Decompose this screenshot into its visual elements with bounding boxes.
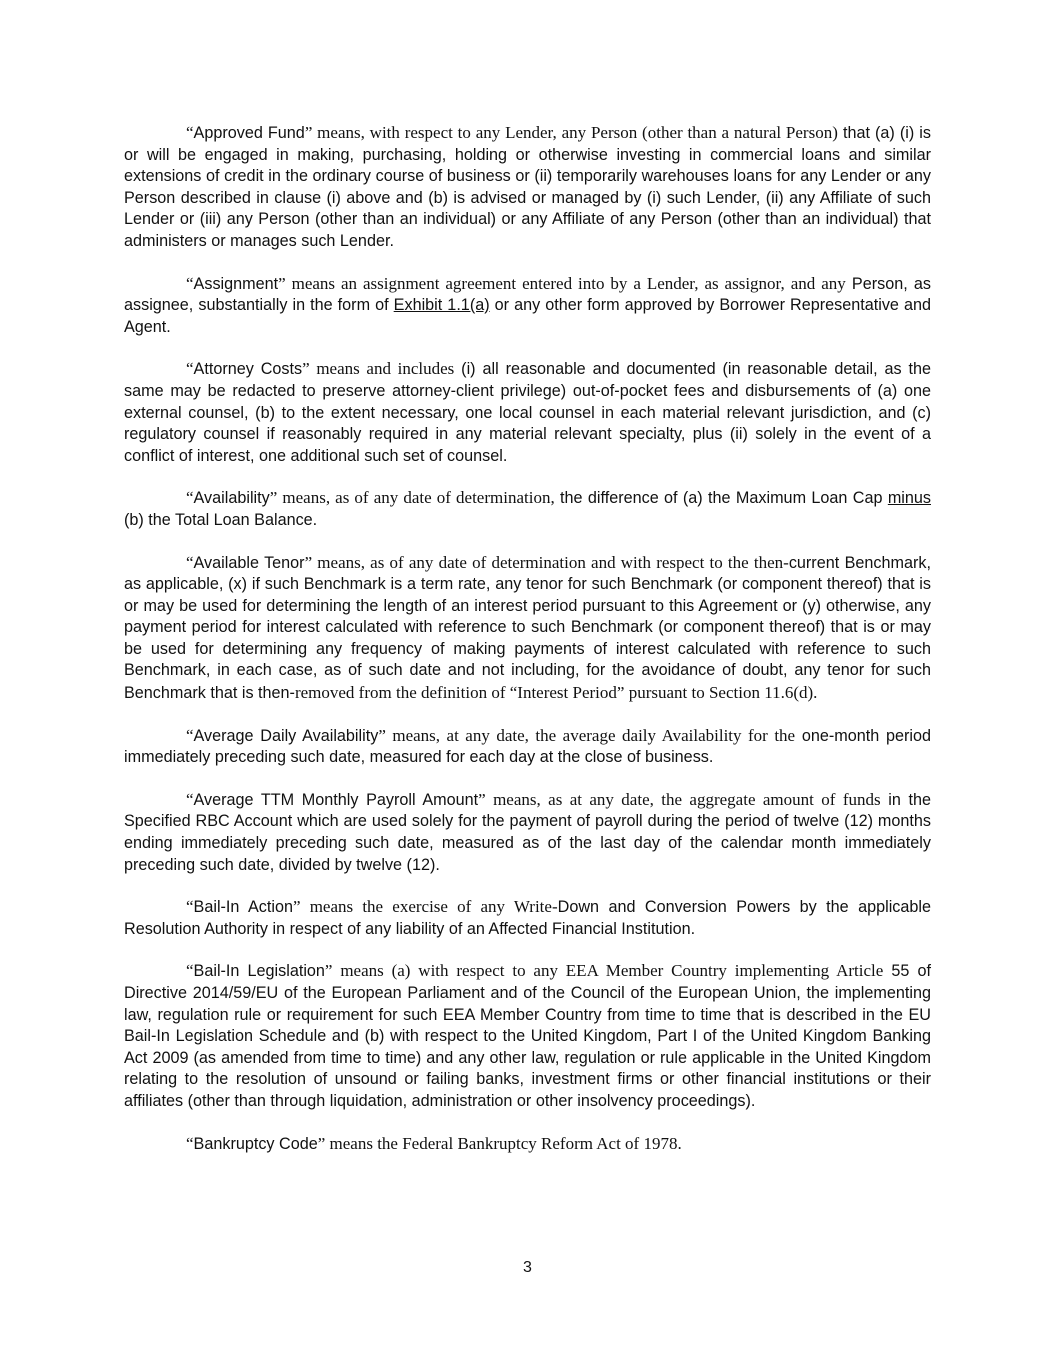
definition-lead: means, as of any date of determination, (277, 488, 555, 508)
definition-lead: means, as at any date, the aggregate amount of funds (485, 789, 881, 809)
definition-body: current Benchmark, as applicable, (x) if such Benchmark is a term rate, any tenor for such Benchmark (or component thereof) that is or may be used for determining the length of an interest period pursuant to this Agreement or (y) otherwise, any payment period for interest calculated with reference to such Benchmark (or component thereof) that is or may be used for determining any frequency of making payments of interest calculated with reference to such Benchmark, in each case, as of such date and not including, for the avoidance of doubt, any tenor for such Benchmark that is then- (124, 553, 931, 703)
definition-body: (i) all reasonable and documented (in reasonable detail, as the same may be redacted to preserve attorney-client privilege) out-of-pocket fees and disbursements of (a) one external counsel, (b) to the extent necessary, one local counsel in each material relevant jurisdiction, and (c) regulatory counsel if reasonably required in any material relevant specialty, plus (ii) solely in the event of a conflict of interest, one additional such set of counsel. (124, 360, 931, 465)
definition-lead: means (a) with respect to any EEA Member Country implementing Article (332, 961, 884, 981)
definition-body: 55 of Directive 2014/59/EU of the European Parliament and of the Council of the European Union, the implementing law, regulation rule or requirement for such EEA Member Country from time to time that is described in the EU Bail-In Legislation Schedule and (b) with respect to the United Kingdom, Part I of the United Kingdom Banking Act 2009 (as amended from time to time) and any other law, regulation or rule applicable in the United Kingdom relating to the resolution of unsound or failing banks, investment firms or other financial institutions or their affiliates (other than through liquidation, administration or other insolvency proceedings). (124, 962, 931, 1110)
defined-term: Attorney Costs (193, 360, 303, 379)
definition-average-daily-availability: “Average Daily Availability” means, at any date, the average daily Availability for the one-month period immediately preceding such date, measured for each day at the close of business. (124, 725, 931, 767)
definition-bail-in-legislation: “Bail-In Legislation” means (a) with respect to any EEA Member Country implementing Article 55 of Directive 2014/59/EU of the European Parliament and of the Council of the European Union, the implementing law, regulation rule or requirement for such EEA Member Country from time to time that is described in the EU Bail-In Legislation Schedule and (b) with respect to the United Kingdom, Part I of the United Kingdom Banking Act 2009 (as amended from time to time) and any other law, regulation or rule applicable in the United Kingdom relating to the resolution of unsound or failing banks, investment firms or other financial institutions or their affiliates (other than through liquidation, administration or other insolvency proceedings). (124, 961, 931, 1110)
definition-bankruptcy-code: “Bankruptcy Code” means the Federal Bankruptcy Reform Act of 1978. (186, 1133, 682, 1153)
definition-body: that (a) (i) is or will be engaged in making, purchasing, holding or otherwise investing in commercial loans and similar extensions of credit in the ordinary course of business or (ii) temporarily warehouses loans for any Lender or any Person described in clause (i) above and (b) is advised or managed by (i) such Lender, (ii) any Affiliate of such Lender or (iii) any Person (other than an individual) or any Affiliate of any Person (other than an individual) that administers or manages such Lender. (124, 124, 931, 250)
defined-term: Availability (193, 489, 270, 508)
definition-average-ttm-monthly-payroll-amount: “Average TTM Monthly Payroll Amount” means, as at any date, the aggregate amount of funds in the Specified RBC Account which are used solely for the payment of payroll during the period of twelve (12) months ending immediately preceding such date, measured as of the last day of the calendar month immediately preceding such date, divided by twelve (12). (124, 789, 931, 874)
definition-body: Person, as assignee, substantially in the form of (124, 274, 931, 315)
definition-lead: means, as of any date of determination and with respect to the then- (312, 552, 789, 572)
exhibit-reference: Exhibit 1.1(a) (393, 296, 490, 315)
definition-lead: means, at any date, the average daily Availability for the (385, 725, 796, 745)
definition-attorney-costs: “Attorney Costs” means and includes (i) all reasonable and documented (in reasonable detail, as the same may be redacted to preserve attorney-client privilege) out-of-pocket fees and disbursements of (a) one external counsel, (b) to the extent necessary, one local counsel in each material relevant jurisdiction, and (c) regulatory counsel if reasonably required in any material relevant specialty, plus (ii) solely in the event of a conflict of interest, one additional such set of counsel. (124, 359, 931, 465)
definition-lead: means the Federal Bankruptcy Reform Act of 1978. (325, 1133, 682, 1153)
defined-term: Bail-In Legislation (193, 962, 325, 981)
definition-available-tenor: “Available Tenor” means, as of any date of determination and with respect to the then-current Benchmark, as applicable, (x) if such Benchmark is a term rate, any tenor for such Benchmark (or component thereof) that is or may be used for determining the length of an interest period pursuant to this Agreement or (y) otherwise, any payment period for interest calculated with reference to such Benchmark (or component thereof) that is or may be used for determining any frequency of making payments of interest calculated with reference to such Benchmark, in each case, as of such date and not including, for the avoidance of doubt, any tenor for such Benchmark that is then-removed from the definition of “Interest Period” pursuant to Section 11.6(d). (124, 552, 931, 703)
definition-body: in the Specified RBC Account which are used solely for the payment of payroll during the period of twelve (12) months ending immediately preceding such date, measured as of the last day of the calendar month immediately preceding such date, divided by twelve (12). (124, 790, 931, 874)
definition-lead: means the exercise of any Write- (300, 897, 558, 917)
definition-body: one-month period immediately preceding such date, measured for each day at the close of business. (124, 726, 931, 767)
minus-emphasis: minus (887, 489, 931, 508)
definition-approved-fund: “Approved Fund” means, with respect to any Lender, any Person (other than a natural Person) that (a) (i) is or will be engaged in making, purchasing, holding or otherwise investing in commercial loans and similar extensions of credit in the ordinary course of business or (ii) temporarily warehouses loans for any Lender or any Person described in clause (i) above and (b) is advised or managed by (i) such Lender, (ii) any Affiliate of such Lender or (iii) any Person (other than an individual) or any Affiliate of any Person (other than an individual) that administers or manages such Lender. (124, 123, 931, 250)
definition-body: Down and Conversion Powers by the applicable Resolution Authority in respect of any liability of an Affected Financial Institution. (124, 898, 931, 938)
page-number: 3 (523, 1259, 532, 1276)
definition-availability: “Availability” means, as of any date of determination, the difference of (a) the Maximum Loan Cap minus (b) the Total Loan Balance. (124, 488, 931, 529)
definition-tail: removed from the definition of “Interest Period” pursuant to Section 11.6(d). (294, 683, 818, 703)
definition-lead: means, with respect to any Lender, any Person (other than a natural Person) (312, 123, 838, 142)
defined-term: Bankruptcy Code (193, 1134, 318, 1153)
definition-body-continued: or any other form approved by Borrower Representative and Agent. (124, 296, 931, 336)
definition-lead: means and includes (309, 359, 455, 379)
defined-term: Bail-In Action (193, 898, 293, 917)
definition-lead: means an assignment agreement entered into by a Lender, as assignor, and any (285, 273, 846, 293)
definition-assignment: “Assignment” means an assignment agreement entered into by a Lender, as assignor, and any Person, as assignee, substantially in the form of Exhibit 1.1(a) or any other form approved by Borrower Representative and Agent. (124, 273, 931, 336)
defined-term: Average Daily Availability (193, 726, 379, 745)
defined-term: Average TTM Monthly Payroll Amount (193, 790, 479, 809)
definition-body: the difference of (a) the Maximum Loan Cap (554, 489, 888, 508)
defined-term: Approved Fund (193, 124, 305, 142)
document-page (124, 122, 931, 1175)
defined-term: Assignment (193, 274, 279, 293)
definition-bail-in-action: “Bail-In Action” means the exercise of any Write-Down and Conversion Powers by the applicable Resolution Authority in respect of any liability of an Affected Financial Institution. (124, 897, 931, 938)
defined-term: Available Tenor (193, 553, 305, 572)
definition-body-continued: (b) the Total Loan Balance. (124, 510, 318, 529)
